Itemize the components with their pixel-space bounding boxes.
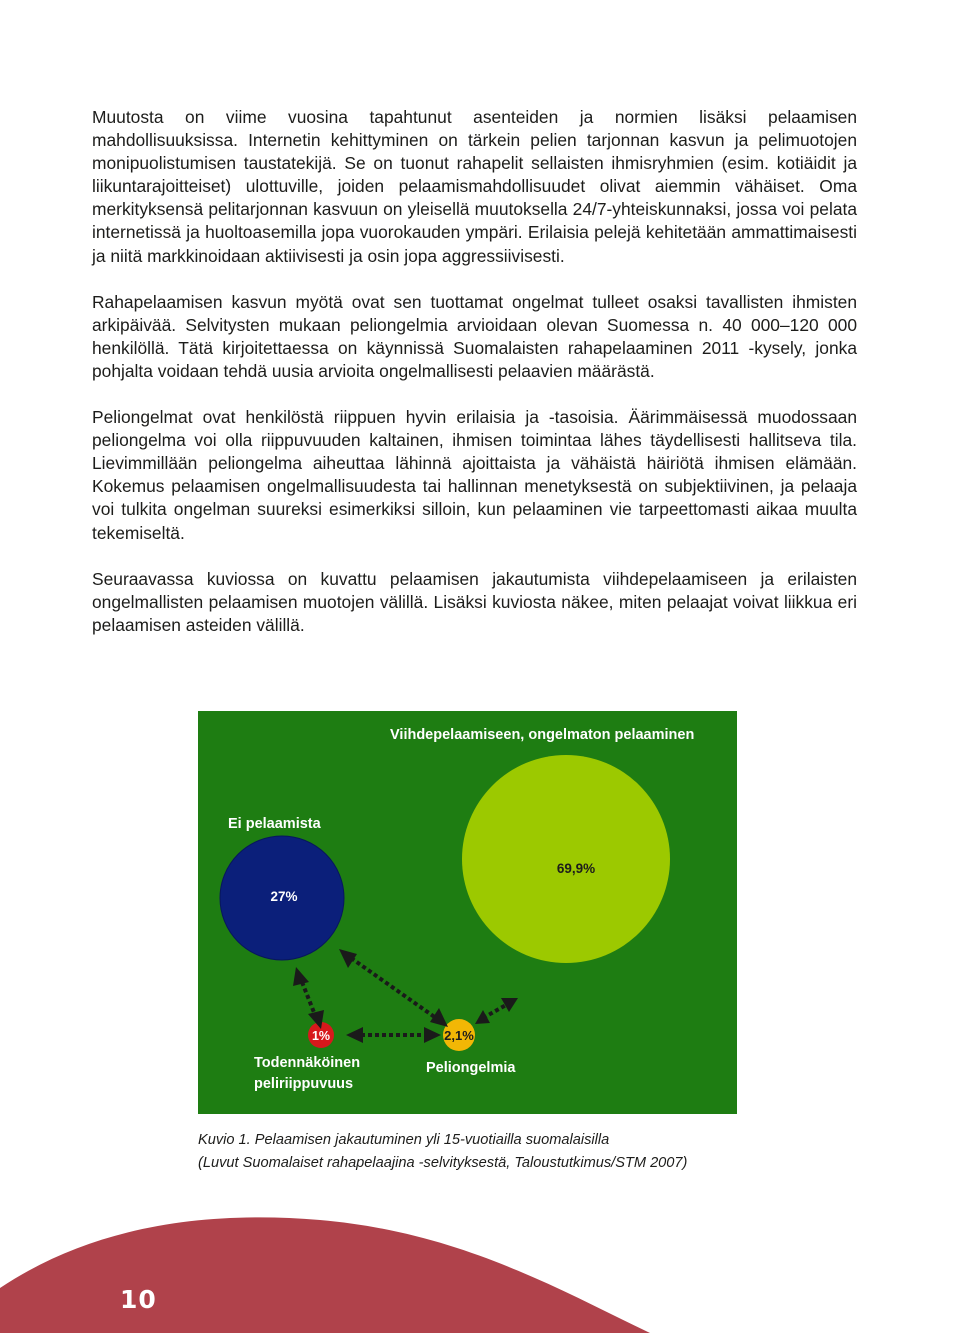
arrowhead-nogambling-top [293, 967, 309, 986]
paragraph-4: Seuraavassa kuviossa on kuvattu pelaamisen jakautumista viihdepelaamiseen ja erilaisten ongelmallisten pelaamisen muotojen välillä. Lisäksi kuviosta näkee, miten pelaajat voivat liikkua eri pelaamisen asteiden välillä. [92, 568, 857, 635]
footer-wave [0, 1210, 960, 1333]
problem-label: Peliongelmia [426, 1060, 516, 1076]
recreational-circle [462, 755, 670, 963]
paragraph-2: Rahapelaamisen kasvun myötä ovat sen tuottamat ongelmat tulleet osaksi tavallisten ihmisten arkipäivää. Selvitysten mukaan peliongelmia arvioidaan olevan Suomessa n. 40 000–120 000 henkilöllä. Tätä kirjoitettaessa on käynnissä Suomalaisten rahapelaaminen 2011 -kysely, jonka pohjalta voidaan tehdä uusia arvioita ongelmallisesti pelaavien määrästä. [92, 291, 857, 381]
caption-line-2: (Luvut Suomalaiset rahapelaajina -selvityksestä, Taloustutkimus/STM 2007) [198, 1155, 688, 1171]
body-text [92, 106, 857, 660]
page-number: 10 [120, 1285, 157, 1314]
caption-line-1: Kuvio 1. Pelaamisen jakautuminen yli 15-vuotiailla suomalaisilla [198, 1132, 610, 1148]
recreational-value: 69,9% [556, 861, 596, 876]
addiction-value: 1% [311, 1029, 331, 1043]
arrow-line-nogambling-problem [351, 958, 436, 1018]
no-gambling-value: 27% [270, 889, 298, 904]
paragraph-1: Muutosta on viime vuosina tapahtunut asenteiden ja normien lisäksi pelaamisen mahdollisuuksissa. Internetin kehittyminen on tärkein pelien tarjonnan kasvun ja pelimuotojen monipuolistumisen taustatekijä. Se on tuonut rahapelit sellaisten ihmisryhmien (esim. kotiäidit ja liikuntarajoitteiset) ulottuville, joiden pelaamismahdollisuudet olivat aiemmin vähäiset. Oma merkityksensä pelitarjonnan kasvuun on yleisellä muutoksella 24/7-yhteiskunnaksi, jossa voi pelata internetissä ja huoltoasemilla jopa vuorokauden ympäri. Erilaisia pelejä kehitetään ammattimaisesti ja niitä markkinoidaan aktiivisesti ja osin jopa aggressiivisesti. [92, 107, 857, 266]
figure-svg [198, 711, 737, 1114]
addiction-label-line1: Todennäköinen [254, 1055, 361, 1071]
no-gambling-label: Ei pelaamista [228, 816, 321, 832]
gambling-distribution-figure [198, 711, 737, 1114]
addiction-label-line2: peliriippuvuus [254, 1076, 354, 1092]
problem-value: 2,1% [444, 1028, 474, 1043]
arrow-line-nogambling-addiction [302, 982, 315, 1015]
arrowhead-problem-side [424, 1027, 441, 1043]
footer-wave-shape [0, 1217, 650, 1333]
paragraph-3: Peliongelmat ovat henkilöstä riippuen hyvin erilaisia ja -tasoisia. Äärimmäisessä muodossaan peliongelma voi olla riippuvuuden kaltainen, ihmisen toimintaa lähes täydellisesti hallitseva tila. Lievimmillään peliongelma aiheuttaa lähinnä ajoittaista ja vähäistä häiriötä ihmisen elämään. Kokemus pelaamisen ongelmallisuudesta tai hallinnan menetyksestä on subjektiivinen, ja pelaaja voi tulkita ongelman suureksi esimerkiksi silloin, kun pelaaminen vie tarpeettomasti aikaa muulta tekemiseltä. [92, 407, 857, 543]
figure-caption [198, 1129, 838, 1175]
recreational-label: Viihdepelaamiseen, ongelmaton pelaaminen [390, 727, 695, 743]
arrowhead-addiction-right [346, 1027, 363, 1043]
arrow-line-problem-recreational [483, 1005, 506, 1018]
arrowhead-problem-right [475, 1010, 490, 1024]
